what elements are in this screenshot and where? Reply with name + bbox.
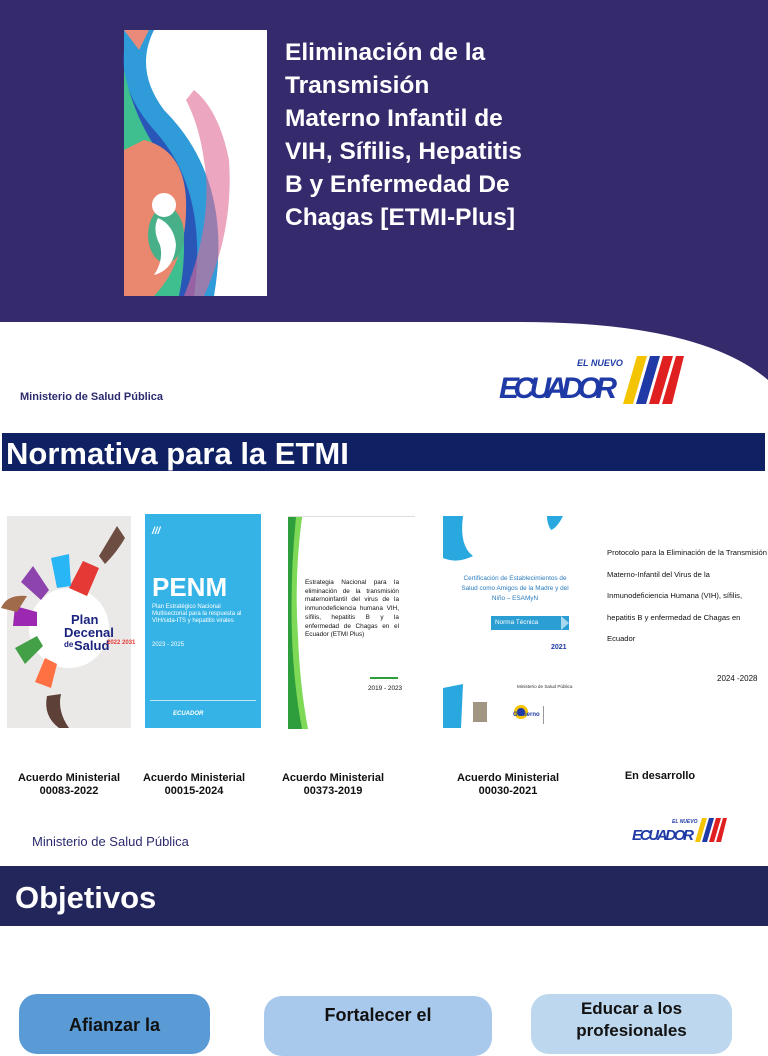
ecuador-logo [630,816,728,844]
logo-main-text: ECUADOR [632,827,694,844]
pregnancy-illustration [124,30,267,296]
objective-card[interactable] [531,994,732,1054]
objective-label: Afianzar la [68,1015,161,1035]
document-caption: Acuerdo Ministerial 00083-2022 [17,772,121,797]
cover-year: 2021 [551,644,567,651]
document-cover-penm[interactable] [145,514,261,728]
logo-small-text: EL NUEVO [672,819,698,825]
document-caption: Acuerdo Ministerial 00030-2021 [456,772,560,797]
logo-small-text: EL NUEVO [577,358,623,368]
document-cover-plan-decenal[interactable] [7,516,136,728]
section-title: Normativa para la ETMI [6,436,349,471]
document-cover-esamyn[interactable] [443,516,577,728]
cover-subtitle: Plan Estratégico Nacional Multisectorial para la respuesta al VIH/sida-ITS y hepatitis virales [152,604,242,624]
objective-label: Educar a los [580,999,683,1018]
presentation-title: Eliminación de la Transmisión Materno Infantil de VIH, Sífilis, Hepatitis B y Enfermedad De Chagas [ETMI-Plus] [285,39,522,231]
cover-gov: Gobierno [513,712,540,718]
section-header [2,433,765,471]
document-cover-protocolo[interactable] [597,516,767,728]
cover-text: Salud [74,638,110,653]
title-slide [0,0,768,430]
cover-text: Protocolo para la Eliminación de la Transmisión Materno-Infantil del Virus de la Inmunodeficiencia Humana (VIH), sífilis, hepatitis B y enfermedad de Chagas en Ecuador [607,548,767,643]
objective-label-line2: profesionales [576,1021,687,1040]
cover-norma: Norma Técnica [495,619,539,626]
logo-main-text: ECUADOR [499,372,617,405]
cover-years: 2019 - 2023 [368,685,403,692]
cover-text: Estrategia Nacional para la eliminación de la transmisión maternoinfantil del virus de la inmunodeficiencia humana VIH, sífilis, hepatitis B y la enfermedad de Chagas en el Ecuador (ETMI Plus) [305,579,399,639]
cover-ministry: Ministerio de Salud Pública [517,684,573,689]
objective-card[interactable] [19,994,210,1054]
section-header [0,866,768,926]
svg-text:///: /// [152,526,161,537]
document-caption: En desarrollo [624,770,696,782]
ministry-label: Ministerio de Salud Pública [32,834,189,849]
objective-label: Fortalecer el [324,1005,432,1025]
document-caption: Acuerdo Ministerial 00015-2024 [142,772,246,797]
cover-years: 2024 -2028 [717,674,758,683]
cover-text: Plan [71,612,99,627]
objective-card[interactable] [264,996,492,1056]
cover-years: 2022 2031 [107,640,136,646]
document-caption: Acuerdo Ministerial 00373-2019 [281,772,385,797]
svg-text:ECUADOR: ECUADOR [173,711,204,717]
cover-text: Certificación de Establecimientos de Salud como Amigos de la Madre y del Niño – ESAMyN [461,575,569,602]
normativa-slide [0,430,768,864]
cover-text: Decenal [64,625,114,640]
ecuador-logo [497,352,685,408]
cover-title: PENM [152,572,228,602]
cover-years: 2023 - 2025 [152,642,185,648]
document-cover-estrategia[interactable] [288,516,415,728]
ministry-label: Ministerio de Salud Pública [20,391,164,403]
cover-text: de [64,640,74,649]
section-title: Objetivos [15,880,157,915]
